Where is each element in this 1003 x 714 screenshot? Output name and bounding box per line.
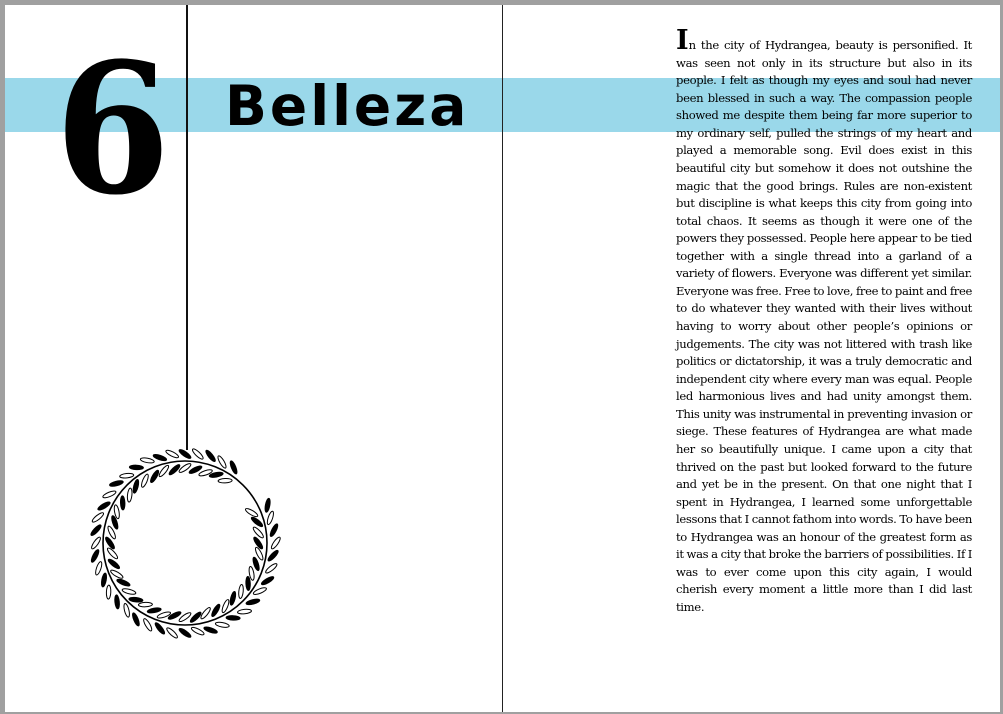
chapter-number: 6 [55,24,171,235]
chapter-title: Belleza [225,74,470,138]
page-gutter [502,5,503,712]
article-text: n the city of Hydrangea, beauty is personified. It was seen not only in its structure but also in its people. I felt as though my eyes and soul had never been blessed in such a way. The compassion people showed me despite them being far more superior to my ordinary self, pulled the strings of my heart and played a memorable song. Evil does exist in this beautiful city but somehow it does not outshine the magic that the good brings. Rules are non-existent but discipline is what keeps this city from going into total chaos. It seems as though it were one of the powers they possessed. People here appear to be tied together with a single thread into a garland of a variety of flowers. Everyone was different yet similar. Everyone was free. Free to love, free to paint and free to do whatever they wanted with their lives without having to worry about other people’s opinions or judgements. The city was not littered with trash like politics or dictatorship, it was a truly democratic and independent city where every man was equal. People led harmonious lives and had unity amongst them. This unity was instrumental in preventing invasion or siege. These features of Hydrangea are what made her so beautifully unique. I came upon a city that thrived on the past but looked forward to the future and yet be in the present. On that one night that I spent in Hydrangea, I learned some unforgettable lessons that I cannot fathom into words. To have been to Hydrangea was an honour of the greatest form as it was a city that broke the barriers of possibilities. If I was to ever come upon this city again, I would cherish every moment a little more than I did last time. [676,38,972,614]
article-body [676,25,972,617]
magazine-spread [5,5,1000,712]
drop-cap: I [676,25,689,56]
laurel-wreath-icon [85,435,285,645]
hanging-line [186,5,188,450]
